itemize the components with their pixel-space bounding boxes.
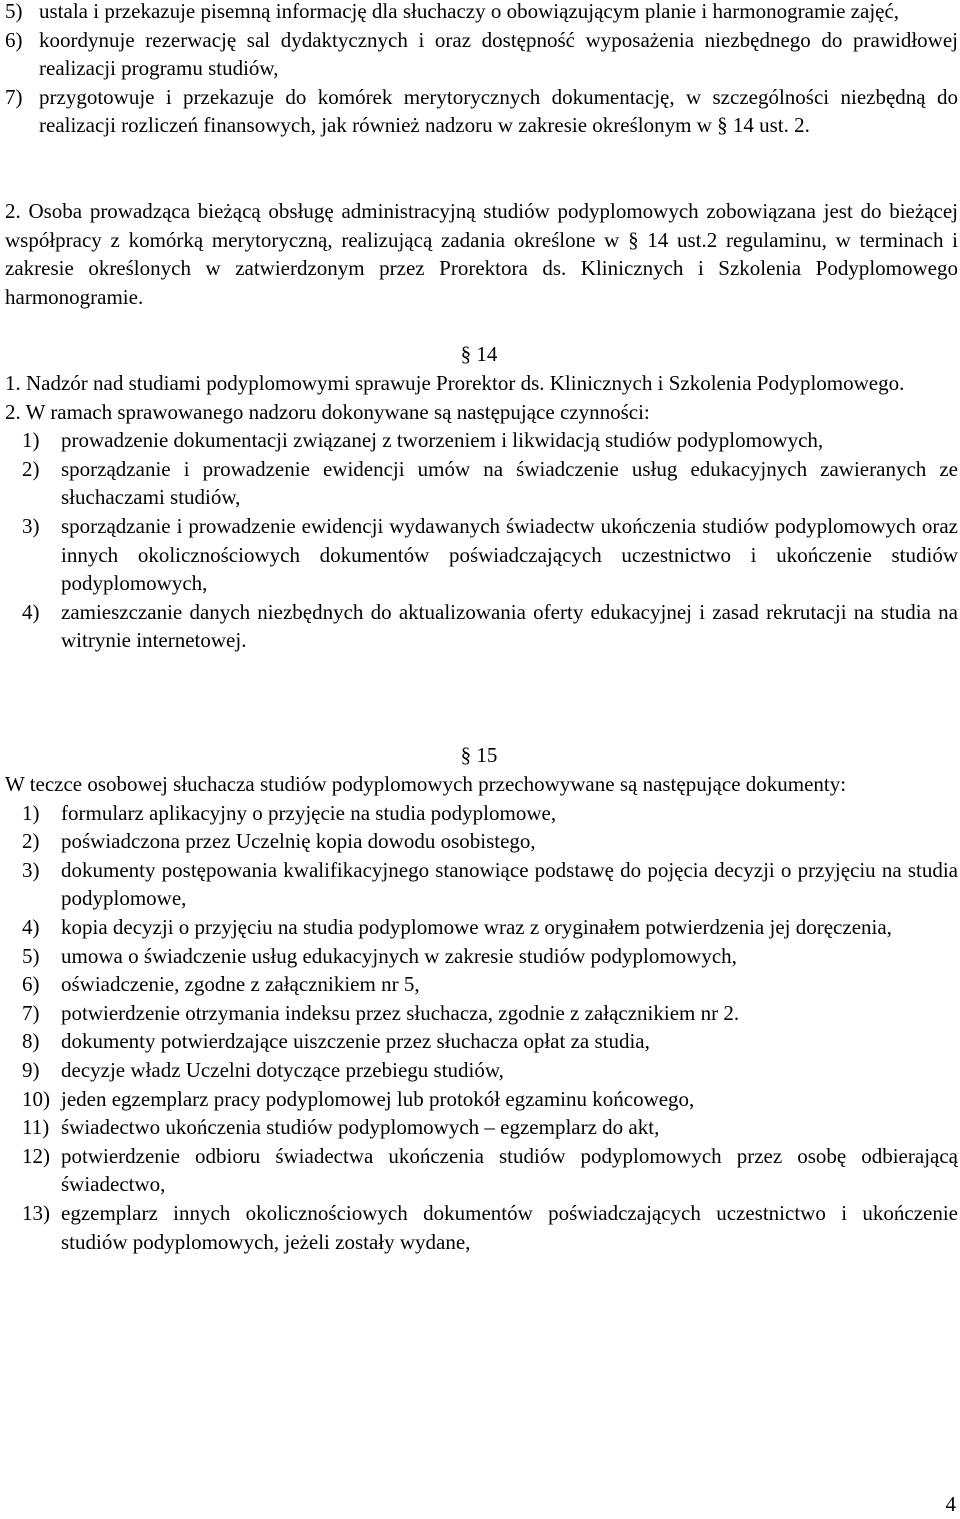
page-number: 4 — [945, 1492, 956, 1516]
list-item — [0, 999, 958, 1028]
list-item-number: 10) — [22, 1086, 50, 1111]
list-item-text: decyzje władz Uczelni dotyczące przebiegu studiów, — [61, 1057, 504, 1082]
list-item-number: 9) — [22, 1057, 40, 1082]
paragraph-number: 1. — [5, 371, 21, 395]
list-item-number: 1) — [22, 800, 40, 825]
list-item — [0, 512, 958, 598]
list-item — [0, 1113, 958, 1142]
list-item-number: 12) — [22, 1143, 50, 1168]
list-item-number: 3) — [22, 857, 40, 882]
list-item-number: 6) — [5, 27, 23, 52]
paragraph — [0, 197, 958, 311]
list-item-text: przygotowuje i przekazuje do komórek merytorycznych dokumentację, w szczególności niezbędną do realizacji rozliczeń finansowych, jak również nadzoru w zakresie określonym w § 14 ust. 2. — [39, 84, 958, 138]
list-item — [0, 1056, 958, 1085]
list-item — [0, 26, 958, 83]
list-item-number: 4) — [22, 599, 40, 624]
list-item — [0, 942, 958, 971]
list-item — [0, 426, 958, 455]
paragraph-2 — [0, 197, 958, 311]
list-item — [0, 1027, 958, 1056]
list-item-text: zamieszczanie danych niezbędnych do aktualizowania oferty edukacyjnej i zasad rekrutacji na studia na witrynie internetowej. — [61, 599, 958, 653]
list-item-text: świadectwo ukończenia studiów podyplomowych – egzemplarz do akt, — [61, 1115, 660, 1140]
list-item-number: 11) — [22, 1115, 50, 1140]
paragraph — [0, 369, 958, 398]
list-item-number: 7) — [22, 1000, 40, 1025]
list-item-text: dokumenty potwierdzające uiszczenie przez słuchacza opłat za studia, — [61, 1029, 650, 1054]
list-item-text: kopia decyzji o przyjęciu na studia podyplomowe wraz z oryginałem potwierdzenia jej doręczenia, — [61, 914, 892, 939]
paragraph-text: W ramach sprawowanego nadzoru dokonywane są następujące czynności: — [25, 399, 650, 424]
list-item-number: 5) — [22, 943, 40, 968]
list-item-text: jeden egzemplarz pracy podyplomowej lub protokół egzaminu końcowego, — [61, 1086, 695, 1111]
list-item-number: 4) — [22, 914, 40, 939]
list-item — [0, 1199, 958, 1256]
list-item — [0, 970, 958, 999]
paragraph-number: 2. — [5, 399, 21, 424]
section-14 — [0, 369, 958, 655]
section-intro: W teczce osobowej słuchacza studiów podyplomowych przechowywane są następujące dokumenty: — [5, 772, 847, 796]
list-item-number: 2) — [22, 456, 40, 481]
list-item-number: 1) — [22, 428, 40, 453]
list-item-text: egzemplarz innych okolicznościowych dokumentów poświadczających uczestnictwo i ukończenie studiów podyplomowych, jeżeli zostały wydane, — [61, 1200, 958, 1254]
paragraph-text: Osoba prowadząca bieżącą obsługę administracyjną studiów podyplomowych zobowiązana jest do bieżącej współpracy z komórką merytoryczną, realizującą zadania określone w § 14 ust.2 regulaminu, w terminach i zakresie określonych w zatwierdzonym przez Prorektora ds. Klinicznych i Szkolenia Podyplomowego harmonogramie. — [5, 199, 958, 309]
list-item-text: sporządzanie i prowadzenie ewidencji umów na świadczenie usług edukacyjnych zawieranych ze słuchaczami studiów, — [61, 456, 958, 510]
list-item-number: 13) — [22, 1200, 50, 1225]
list-item — [0, 913, 958, 942]
list-item-text: formularz aplikacyjny o przyjęcie na studia podyplomowe, — [61, 800, 557, 825]
list-item — [0, 1142, 958, 1199]
list-item-text: umowa o świadczenie usług edukacyjnych w zakresie studiów podyplomowych, — [61, 943, 737, 968]
list-item-text: poświadczona przez Uczelnię kopia dowodu osobistego, — [61, 829, 536, 854]
list-item — [0, 83, 958, 140]
list-item-text: dokumenty postępowania kwalifikacyjnego stanowiące podstawę do pojęcia decyzji o przyjęciu na studia podyplomowe, — [61, 857, 958, 911]
paragraph — [0, 398, 958, 427]
list-item-text: koordynuje rezerwację sal dydaktycznych i oraz dostępność wyposażenia niezbędnego do prawidłowej realizacji programu studiów, — [39, 27, 958, 81]
list-item-number: 8) — [22, 1029, 40, 1054]
section-heading-15: § 15 — [460, 743, 498, 767]
list-item-number: 2) — [22, 829, 40, 854]
list-item — [0, 799, 958, 828]
section-heading-14: § 14 — [460, 342, 498, 366]
list-item-text: ustala i przekazuje pisemną informację dla słuchaczy o obowiązującym planie i harmonogramie zajęć, — [39, 0, 900, 23]
list-item-text: potwierdzenie otrzymania indeksu przez słuchacza, zgodnie z załącznikiem nr 2. — [61, 1000, 740, 1025]
list-item — [0, 455, 958, 512]
list-item-number: 7) — [5, 84, 23, 109]
list-item — [0, 0, 958, 26]
paragraph-text: Nadzór nad studiami podyplomowymi sprawuje Prorektor ds. Klinicznych i Szkolenia Podyplomowego. — [26, 371, 905, 395]
top-list — [0, 0, 958, 140]
list-item-text: prowadzenie dokumentacji związanej z tworzeniem i likwidacją studiów podyplomowych, — [61, 428, 824, 453]
list-item — [0, 598, 958, 655]
list-item-text: potwierdzenie odbioru świadectwa ukończenia studiów podyplomowych przez osobę odbierającą świadectwo, — [61, 1143, 958, 1197]
list-item-text: oświadczenie, zgodne z załącznikiem nr 5, — [61, 972, 420, 997]
list-item-number: 5) — [5, 0, 23, 23]
section-15 — [0, 770, 958, 1256]
list-item — [0, 1085, 958, 1114]
list-item-number: 3) — [22, 513, 40, 538]
list-item — [0, 827, 958, 856]
list-item-text: sporządzanie i prowadzenie ewidencji wydawanych świadectw ukończenia studiów podyplomowych oraz innych okolicznościowych dokumentów poświadczających uczestnictwo i ukończenie studiów podyplomowych, — [61, 513, 958, 596]
list-item — [0, 856, 958, 913]
paragraph-number: 2. — [5, 199, 21, 223]
list-item-number: 6) — [22, 972, 40, 997]
